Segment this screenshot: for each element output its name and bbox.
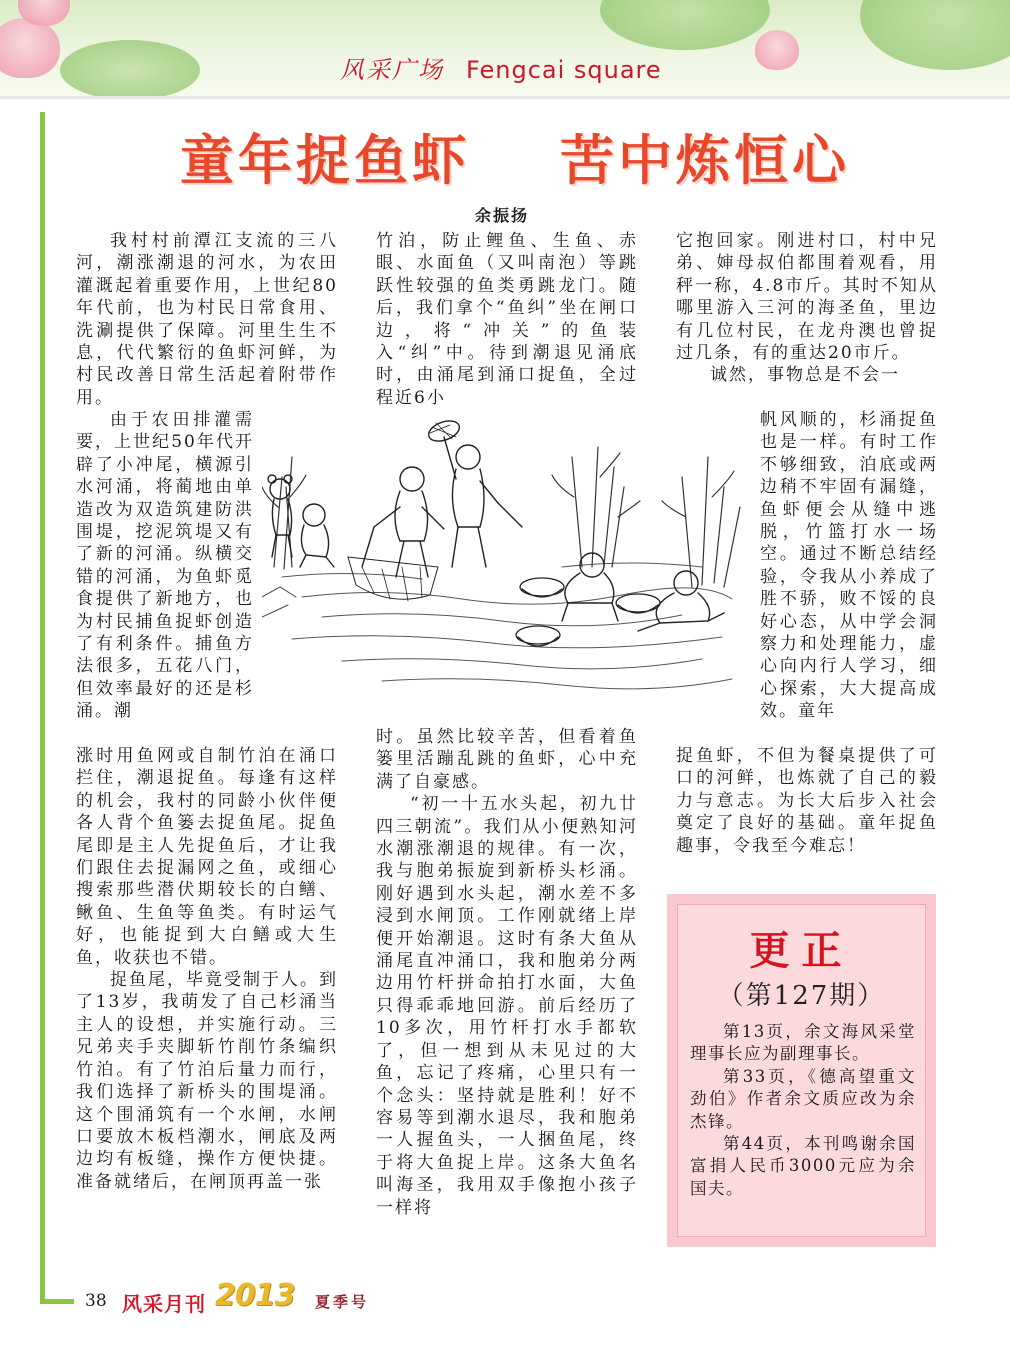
correction-issue: （第127期） [717, 981, 886, 1011]
magazine-name: 风采月刊 [122, 1292, 206, 1316]
correction-item: 第33页，《德高望重文劲伯》作者余文质应改为余杰锋。 [690, 1066, 916, 1131]
article-title-part2: 苦中炼恒心 [560, 129, 850, 192]
paragraph: 捉鱼尾，毕竟受制于人。到了13岁，我萌发了自己杉涌当主人的设想，并实施行动。三兄弟夹手夹脚斩竹削竹条编织竹泊。有了竹泊后量力而行，我们选择了新桥头的围堤涌。这个围涌筑有一个水闸，水闸口要放木板档潮水，闸底及两边均有板缝，操作方便快捷。准备就绪后，在闸顶再盖一张 [76, 970, 338, 1192]
column-3-bottom [676, 745, 938, 857]
page-number: 38 [85, 1291, 107, 1311]
correction-body [690, 1021, 916, 1200]
green-corner-line [40, 1299, 74, 1304]
paragraph: 涨时用鱼网或自制竹泊在涌口拦住，潮退捉鱼。每逢有这样的机会，我村的同龄小伙伴便各人背个鱼篓去捉鱼尾。捉鱼尾即是主人先捉鱼后，才让我们跟住去捉漏网之鱼，或细心搜索那些潜伏期较长的白鳝、鳅鱼、生鱼等鱼类。有时运气好，也能捉到大白鳝或大生鱼，收获也不错。 [76, 746, 338, 968]
correction-title: 更正 [749, 928, 854, 974]
article-author: 余振扬 [475, 206, 530, 225]
section-title-en: Fengcai square [466, 56, 662, 84]
paragraph: 它抱回家。刚进村口，村中兄弟、婶母叔伯都围着观看，用秤一称，4.8市斤。其时不知从哪里游入三河的海圣鱼，里边有几位村民，在龙舟澳也曾捉过几条，有的重达20市斤。 [676, 231, 938, 364]
column-1-bottom [76, 745, 338, 1193]
article-title [180, 118, 860, 190]
lotus-leaf-decoration [600, 0, 770, 50]
paragraph: 我村村前潭江支流的三八河，潮涨潮退的河水，为农田灌溉起着重要作用，上世纪80年代前，也为村民日常食用、洗涮提供了保障。河里生生不息，代代繁衍的鱼虾河鲜，为村民改善日常生活起着附带作用。 [76, 231, 338, 408]
green-margin-line [40, 112, 45, 1304]
banner-divider [0, 96, 1010, 99]
correction-item: 第13页，余文海风采堂理事长应为副理事长。 [690, 1022, 916, 1064]
paragraph: 捉鱼虾，不但为餐桌提供了可口的河鲜，也炼就了自己的毅力与意志。为长大后步入社会奠定了良好的基础。童年捉鱼趣事，令我至今难忘！ [676, 746, 938, 856]
paragraph: 帆风顺的，杉涌捉鱼也是一样。有时工作不够细致，泊底或两边稍不牢固有漏缝，鱼虾便会从缝中逃脱，竹篮打水一场空。通过不断总结经验，令我从小养成了胜不骄，败不馁的良好心态，从中学会洞察力和处理能力，虚心向内行人学习，细心探索，大大提高成效。童年 [760, 410, 938, 722]
column-3-top [676, 230, 938, 387]
correction-item: 第44页，本刊鸣谢余国富捐人民币3000元应为余国夫。 [690, 1134, 916, 1198]
column-2-bottom [376, 726, 638, 1219]
paragraph: “初一十五水头起，初九廿四三朝流”。我们从小便熟知河水潮涨潮退的规律。有一次，我与胞弟振旋到新桥头杉涌。刚好遇到水头起，潮水差不多浸到水闸顶。工作刚就绪上岸便开始潮退。这时有条大鱼从涌尾直冲涌口，我和胞弟分两边用竹杆拼命拍打水面，大鱼只得乖乖地回游。前后经历了10多次，用竹杆打水手都软了，但一想到从未见过的大鱼，忘记了疼痛，心里只有一个念头：坚持就是胜利！好不容易等到潮水退尽，我和胞弟一人握鱼头，一人捆鱼尾，终于将大鱼捉上岸。这条大鱼名叫海圣，我用双手像抱小孩子一样将 [376, 794, 638, 1218]
paragraph: 诚然，事物总是不会一 [710, 365, 900, 386]
article-title-part1: 童年捉鱼虾 [180, 129, 470, 192]
column-3-narrow [760, 409, 938, 723]
column-1-narrow [76, 409, 254, 723]
header-banner [0, 0, 1010, 98]
section-title [340, 50, 662, 85]
section-title-cn: 风采广场 [340, 56, 444, 84]
paragraph: 由于农田排灌需要，上世纪50年代开辟了小冲尾，横源引水河涌，将蔺地由单造改为双造筑建防洪围堤，挖泥筑堤又有了新的河涌。纵横交错的河涌，为鱼虾觅食提供了新地方，也为村民捕鱼捉虾创造了有利条件。捕鱼方法很多，五花八门，但效率最好的还是杉涌。潮 [76, 410, 254, 722]
lotus-leaf-decoration [60, 40, 200, 98]
paragraph: 时。虽然比较辛苦，但看着鱼篓里活蹦乱跳的鱼虾，心中充满了自豪感。 [376, 727, 638, 792]
correction-notice [667, 894, 936, 1247]
lotus-flower-decoration [755, 30, 799, 70]
column-1-top [76, 230, 338, 409]
correction-inner [677, 904, 926, 1237]
column-2-top [376, 230, 638, 409]
lotus-flower-decoration [0, 18, 60, 78]
lotus-leaf-decoration [860, 0, 1010, 70]
issue-season: 夏季号 [315, 1293, 370, 1311]
issue-year: 2013 [215, 1278, 295, 1313]
children-fishing-illustration [262, 417, 750, 711]
paragraph: 竹泊，防止鲤鱼、生鱼、赤眼、水面鱼（又叫南泡）等跳跃性较强的鱼类勇跳龙门。随后，我们拿个“鱼纠”坐在闸口边，将“冲关”的鱼装入“纠”中。待到潮退见涌底时，由涌尾到涌口捉鱼，全过程近6小 [376, 231, 638, 408]
